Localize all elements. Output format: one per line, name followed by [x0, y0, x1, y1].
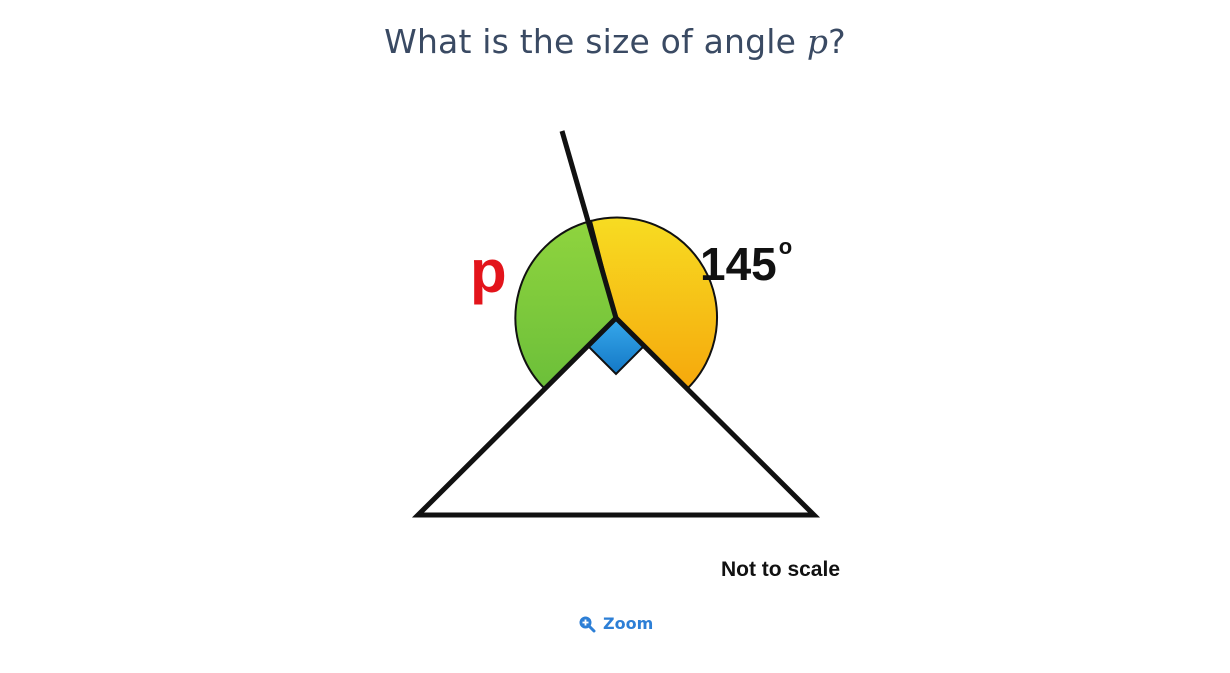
question-prefix: What is the size of angle — [384, 22, 807, 61]
question-suffix: ? — [828, 22, 846, 61]
zoom-button[interactable] — [578, 614, 653, 633]
question-variable: p — [806, 22, 829, 61]
zoom-in-icon — [578, 615, 596, 633]
degree-symbol: o — [778, 234, 793, 259]
angle-p-label: p — [470, 238, 507, 305]
not-to-scale-note: Not to scale — [720, 558, 840, 581]
angle-145-label — [700, 234, 792, 290]
angle-value: 145 — [700, 238, 777, 290]
zoom-label: Zoom — [603, 614, 654, 633]
